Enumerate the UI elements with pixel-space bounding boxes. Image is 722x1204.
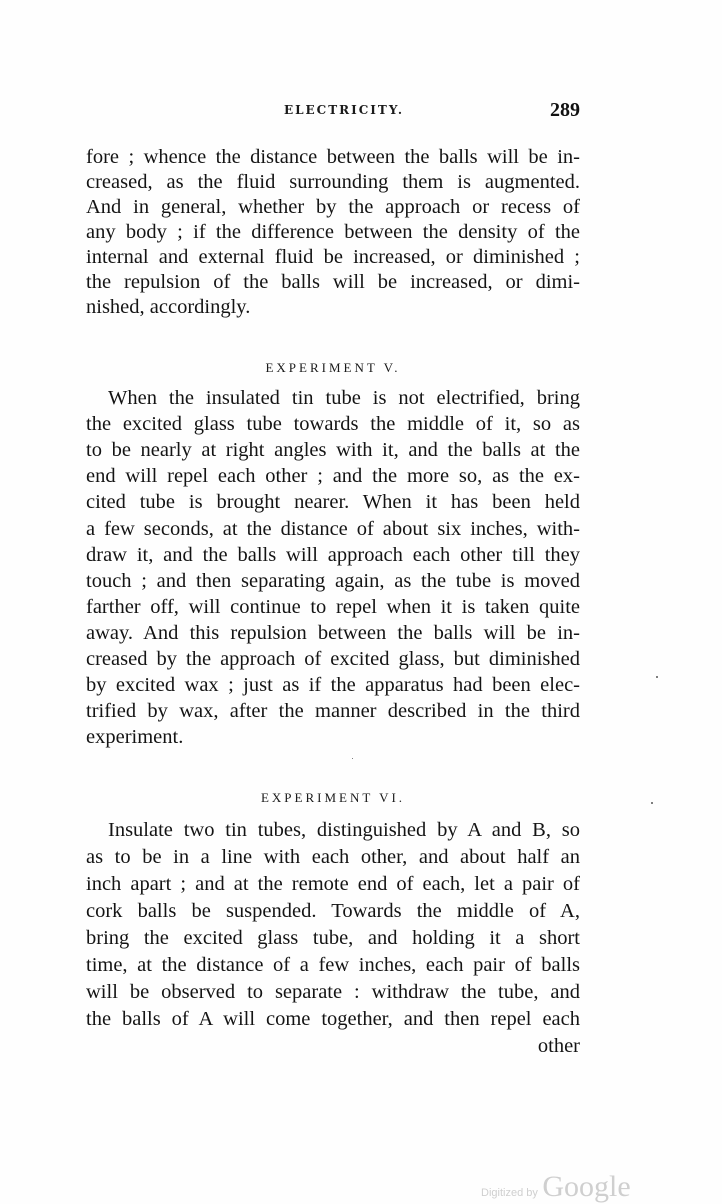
text-line: internal and external fluid be increased, or diminished ; [86, 246, 580, 268]
text-line: as to be in a line with each other, and about half an [86, 846, 580, 868]
watermark-prefix: Digitized by [481, 1187, 538, 1199]
text-line: bring the excited glass tube, and holding it a short [86, 927, 580, 949]
text-line: by excited wax ; just as if the apparatus had been elec- [86, 674, 580, 696]
text-line: And in general, whether by the approach or recess of [86, 196, 580, 218]
text-line: the repulsion of the balls will be increased, or dimi- [86, 271, 580, 293]
section-heading-experiment-v: EXPERIMENT V. [265, 360, 401, 375]
text-line: inch apart ; and at the remote end of each, let a pair of [86, 873, 580, 895]
text-line: experiment. [86, 726, 184, 748]
text-line: any body ; if the difference between the density of the [86, 221, 580, 243]
text-line: touch ; and then separating again, as the tube is moved [86, 570, 580, 592]
text-line: the balls of A will come together, and then repel each [86, 1008, 580, 1030]
text-line: time, at the distance of a few inches, each pair of balls [86, 954, 580, 976]
text-line: a few seconds, at the distance of about six inches, with- [86, 518, 580, 540]
catchword: other [537, 1035, 580, 1057]
text-line: draw it, and the balls will approach each other till they [86, 544, 580, 566]
text-line: cork balls be suspended. Towards the middle of A, [86, 900, 580, 922]
page-number: 289 [550, 99, 580, 121]
scan-speck [656, 676, 658, 678]
digitized-by-google-watermark [481, 1170, 631, 1204]
text-line: fore ; whence the distance between the balls will be in- [86, 146, 580, 168]
text-line: to be nearly at right angles with it, and the balls at the [86, 439, 580, 461]
text-line: the excited glass tube towards the middle of it, so as [86, 413, 580, 435]
page-header [86, 99, 580, 129]
text-line: creased, as the fluid surrounding them is augmented. [86, 171, 580, 193]
text-line: When the insulated tin tube is not electrified, bring [108, 387, 580, 409]
text-line: trified by wax, after the manner described in the third [86, 700, 580, 722]
scan-speck [352, 758, 353, 759]
scan-speck [651, 802, 653, 804]
section-heading-experiment-vi: EXPERIMENT VI. [260, 790, 406, 805]
text-line: away. And this repulsion between the balls will be in- [86, 622, 580, 644]
text-line: farther off, will continue to repel when it is taken quite [86, 596, 580, 618]
running-title: ELECTRICITY. [283, 103, 405, 117]
text-line: Insulate two tin tubes, distinguished by A and B, so [108, 819, 580, 841]
text-line: cited tube is brought nearer. When it has been held [86, 491, 580, 513]
text-line: end will repel each other ; and the more so, as the ex- [86, 465, 580, 487]
google-logo: Google [542, 1170, 631, 1203]
text-line: nished, accordingly. [86, 296, 251, 318]
text-line: creased by the approach of excited glass, but diminished [86, 648, 580, 670]
text-line: will be observed to separate : withdraw the tube, and [86, 981, 580, 1003]
